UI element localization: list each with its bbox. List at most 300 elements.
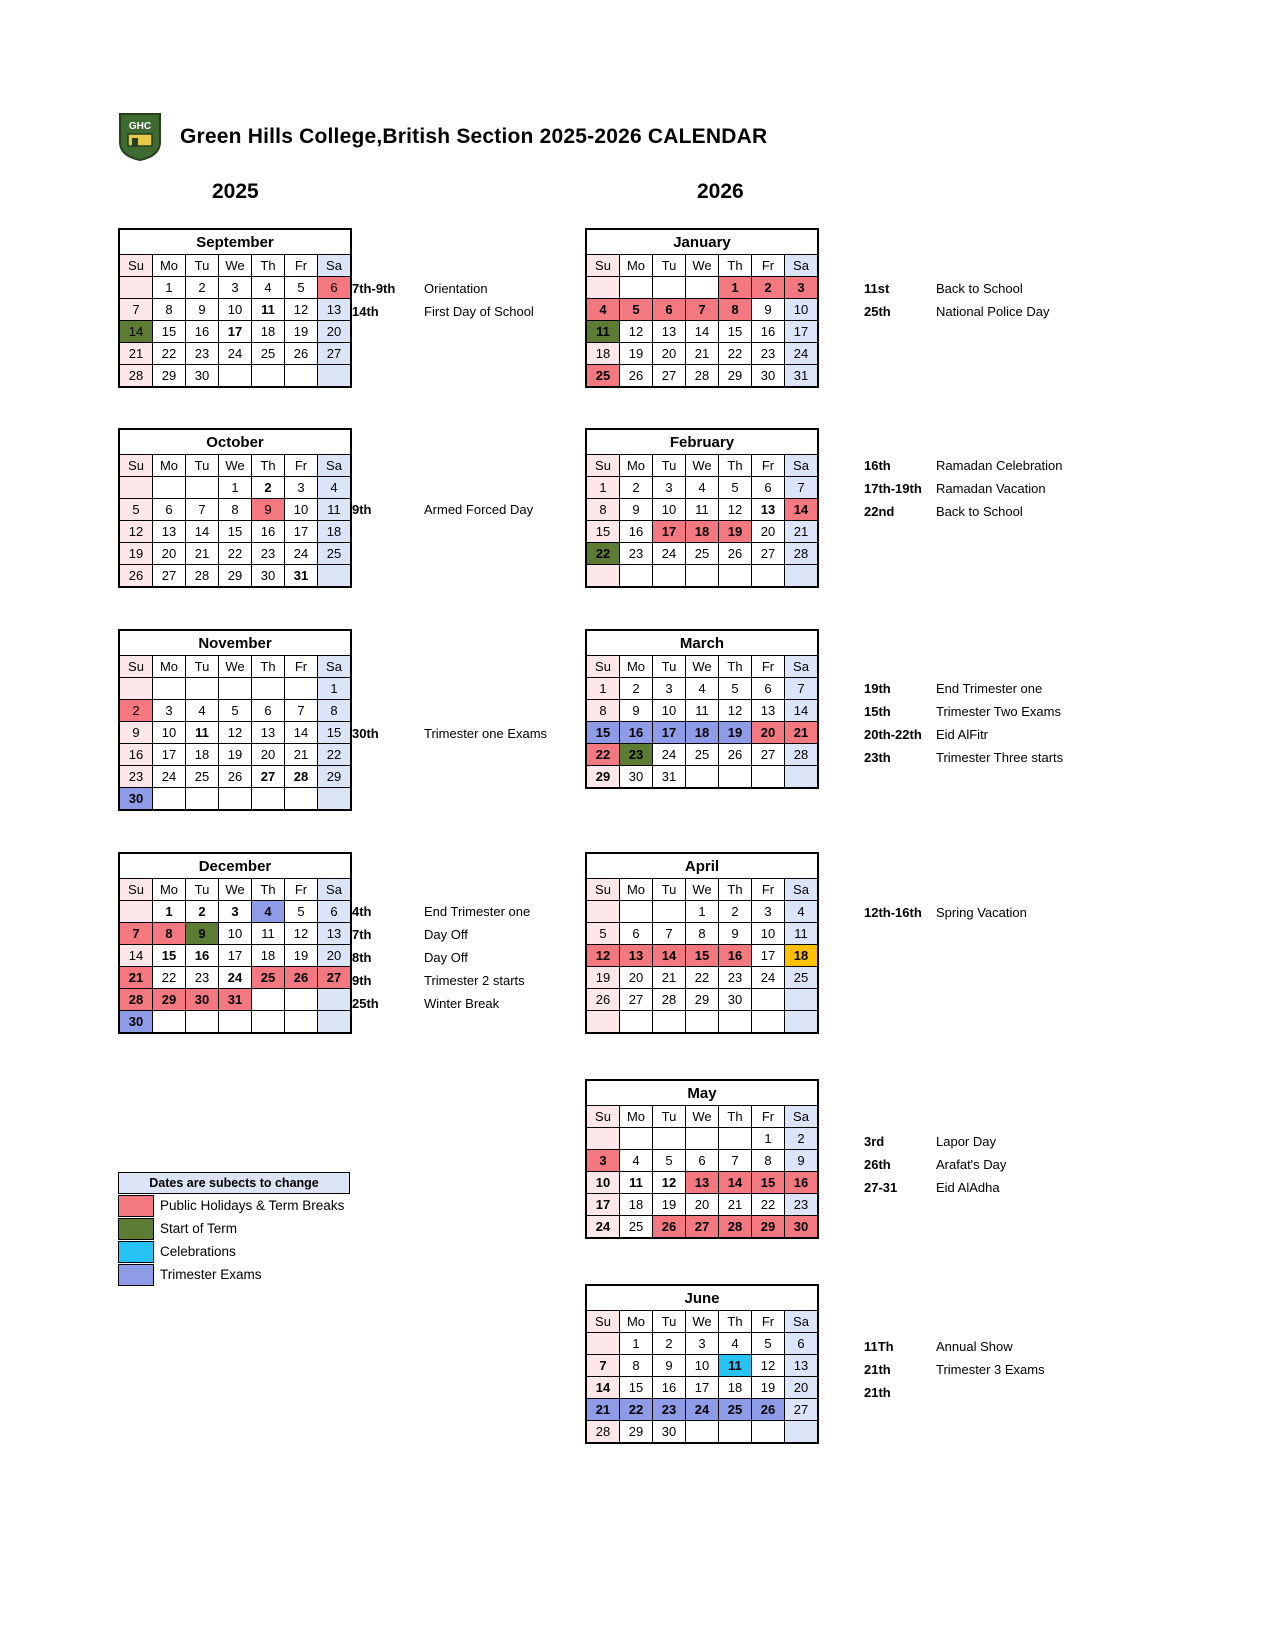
day-cell: 28 (719, 1216, 752, 1238)
dow-header: Fr (752, 1106, 785, 1128)
dow-header: Fr (752, 656, 785, 678)
calendar-table-april (586, 853, 818, 1033)
day-cell: 27 (620, 989, 653, 1011)
day-cell: 28 (285, 766, 318, 788)
day-cell: 6 (318, 277, 351, 299)
day-cell: 22 (318, 744, 351, 766)
note-date: 8th (352, 950, 372, 965)
svg-text:GHC: GHC (128, 121, 152, 132)
month-october (118, 428, 352, 588)
day-cell: 17 (153, 744, 186, 766)
empty-cell (285, 365, 318, 387)
empty-cell (318, 788, 351, 810)
dow-header: We (686, 255, 719, 277)
day-cell: 5 (285, 901, 318, 923)
note-text: Ramadan Celebration (936, 458, 1063, 473)
day-cell: 1 (752, 1128, 785, 1150)
empty-cell (653, 277, 686, 299)
empty-cell (620, 277, 653, 299)
day-cell: 4 (719, 1333, 752, 1355)
day-cell: 14 (285, 722, 318, 744)
month-name: September (120, 230, 351, 255)
day-cell: 19 (219, 744, 252, 766)
day-cell: 18 (686, 722, 719, 744)
day-cell: 22 (219, 543, 252, 565)
week-row (120, 365, 351, 387)
day-cell: 5 (719, 477, 752, 499)
day-cell: 2 (186, 901, 219, 923)
day-cell: 22 (620, 1399, 653, 1421)
note-date: 27-31 (864, 1180, 898, 1195)
day-cell: 20 (318, 945, 351, 967)
note-text: National Police Day (936, 304, 1050, 319)
day-cell: 27 (686, 1216, 719, 1238)
day-cell: 29 (752, 1216, 785, 1238)
note-text: Orientation (424, 281, 488, 296)
note-row (864, 1358, 1045, 1381)
day-cell: 8 (752, 1150, 785, 1172)
month-name: April (587, 854, 818, 879)
month-name: May (587, 1081, 818, 1106)
week-row (120, 521, 351, 543)
day-cell: 18 (318, 521, 351, 543)
dow-header: Mo (153, 879, 186, 901)
empty-cell (186, 477, 219, 499)
day-cell: 18 (587, 343, 620, 365)
legend-label: Trimester Exams (160, 1267, 262, 1282)
month-name: June (587, 1286, 818, 1311)
day-cell: 14 (587, 1377, 620, 1399)
day-cell: 27 (318, 967, 351, 989)
dow-header: Th (252, 255, 285, 277)
day-cell: 11 (620, 1172, 653, 1194)
dow-header: Tu (653, 879, 686, 901)
note-date: 30th (352, 726, 379, 741)
day-cell: 14 (186, 521, 219, 543)
dow-header: Fr (285, 255, 318, 277)
day-cell: 4 (686, 477, 719, 499)
dow-header: Th (719, 879, 752, 901)
day-cell: 2 (620, 477, 653, 499)
day-cell: 26 (719, 744, 752, 766)
empty-cell (620, 1011, 653, 1033)
month-name: March (587, 631, 818, 656)
day-cell: 10 (785, 299, 818, 321)
day-cell: 18 (785, 945, 818, 967)
day-cell: 26 (653, 1216, 686, 1238)
notes-june (864, 1335, 1045, 1404)
note-row (864, 746, 1063, 769)
day-cell: 23 (186, 967, 219, 989)
dow-header: We (686, 455, 719, 477)
week-row (587, 1421, 818, 1443)
empty-cell (785, 1421, 818, 1443)
day-cell: 17 (285, 521, 318, 543)
dow-header: Th (719, 656, 752, 678)
dow-header: Su (587, 879, 620, 901)
week-row (587, 1150, 818, 1172)
month-november (118, 629, 352, 811)
day-cell: 8 (587, 499, 620, 521)
day-cell: 21 (285, 744, 318, 766)
dow-header: Fr (752, 879, 785, 901)
empty-cell (252, 365, 285, 387)
dow-header: Mo (620, 656, 653, 678)
day-cell: 20 (653, 343, 686, 365)
day-cell: 5 (219, 700, 252, 722)
day-cell: 25 (587, 365, 620, 387)
day-cell: 30 (120, 788, 153, 810)
dow-header: We (686, 879, 719, 901)
day-cell: 13 (318, 923, 351, 945)
dow-header: Sa (785, 1106, 818, 1128)
day-cell: 16 (752, 321, 785, 343)
note-row (352, 992, 530, 1015)
dow-header: Su (120, 455, 153, 477)
day-cell: 26 (719, 543, 752, 565)
calendar-table-june (586, 1285, 818, 1443)
note-text: Ramadan Vacation (936, 481, 1046, 496)
week-row (587, 744, 818, 766)
day-cell: 9 (120, 722, 153, 744)
day-cell: 20 (752, 521, 785, 543)
day-cell: 8 (587, 700, 620, 722)
empty-cell (752, 989, 785, 1011)
day-cell: 28 (653, 989, 686, 1011)
notes-march (864, 677, 1063, 769)
day-cell: 14 (719, 1172, 752, 1194)
empty-cell (318, 365, 351, 387)
day-cell: 10 (653, 700, 686, 722)
dow-header: We (686, 1311, 719, 1333)
note-row (864, 1130, 1006, 1153)
note-text: Back to School (936, 504, 1023, 519)
day-cell: 8 (153, 299, 186, 321)
note-date: 23th (864, 750, 891, 765)
day-cell: 23 (719, 967, 752, 989)
empty-cell (252, 678, 285, 700)
week-row (587, 967, 818, 989)
day-cell: 1 (219, 477, 252, 499)
day-cell: 29 (219, 565, 252, 587)
day-cell: 8 (620, 1355, 653, 1377)
week-row (587, 722, 818, 744)
day-cell: 30 (186, 989, 219, 1011)
day-cell: 30 (752, 365, 785, 387)
day-cell: 20 (318, 321, 351, 343)
day-cell: 11 (686, 700, 719, 722)
note-text: Spring Vacation (936, 905, 1027, 920)
legend-swatch (118, 1195, 154, 1217)
day-cell: 31 (653, 766, 686, 788)
empty-cell (752, 1011, 785, 1033)
note-text: End Trimester one (936, 681, 1043, 696)
day-cell: 21 (785, 521, 818, 543)
day-cell: 27 (785, 1399, 818, 1421)
day-cell: 16 (719, 945, 752, 967)
empty-cell (186, 788, 219, 810)
day-cell: 5 (120, 499, 153, 521)
empty-cell (285, 678, 318, 700)
day-cell: 20 (153, 543, 186, 565)
week-row (120, 744, 351, 766)
day-cell: 3 (752, 901, 785, 923)
year-label-2025: 2025 (212, 180, 259, 203)
month-name: February (587, 430, 818, 455)
week-row (587, 343, 818, 365)
day-cell: 27 (153, 565, 186, 587)
dow-header: Su (120, 255, 153, 277)
legend-title: Dates are subects to change (118, 1172, 350, 1194)
note-row (864, 677, 1063, 700)
day-cell: 5 (752, 1333, 785, 1355)
dow-header: Sa (318, 255, 351, 277)
empty-cell (653, 1128, 686, 1150)
week-row (587, 923, 818, 945)
empty-cell (620, 1128, 653, 1150)
note-row (864, 300, 1049, 323)
day-cell: 16 (186, 321, 219, 343)
week-row (587, 477, 818, 499)
note-row (864, 1381, 1045, 1404)
day-cell: 10 (587, 1172, 620, 1194)
note-text: Annual Show (936, 1339, 1013, 1354)
week-row (120, 788, 351, 810)
day-cell: 26 (285, 343, 318, 365)
note-date: 25th (864, 304, 891, 319)
day-cell: 6 (785, 1333, 818, 1355)
day-cell: 30 (252, 565, 285, 587)
notes-january (864, 277, 1049, 323)
note-row (352, 900, 530, 923)
day-cell: 25 (252, 967, 285, 989)
note-row (864, 1176, 1006, 1199)
day-cell: 17 (686, 1377, 719, 1399)
notes-february (864, 454, 1062, 523)
week-row (587, 1333, 818, 1355)
empty-cell (785, 766, 818, 788)
empty-cell (785, 1011, 818, 1033)
dow-header: Su (587, 455, 620, 477)
day-cell: 29 (719, 365, 752, 387)
day-cell: 24 (653, 543, 686, 565)
day-cell: 13 (153, 521, 186, 543)
note-date: 21th (864, 1362, 891, 1377)
day-cell: 28 (785, 543, 818, 565)
day-cell: 9 (186, 299, 219, 321)
day-cell: 17 (219, 321, 252, 343)
note-row (864, 454, 1062, 477)
day-cell: 16 (252, 521, 285, 543)
day-cell: 23 (620, 744, 653, 766)
note-date: 14th (352, 304, 379, 319)
day-cell: 18 (252, 321, 285, 343)
note-row (864, 1153, 1006, 1176)
empty-cell (686, 1011, 719, 1033)
day-cell: 19 (587, 967, 620, 989)
note-date: 11Th (864, 1339, 894, 1354)
day-cell: 24 (785, 343, 818, 365)
dow-header: Su (587, 656, 620, 678)
day-cell: 7 (285, 700, 318, 722)
note-row (352, 277, 534, 300)
day-cell: 12 (620, 321, 653, 343)
empty-cell (785, 989, 818, 1011)
day-cell: 11 (186, 722, 219, 744)
day-cell: 17 (653, 722, 686, 744)
day-cell: 12 (219, 722, 252, 744)
dow-header: Tu (653, 255, 686, 277)
day-cell: 31 (219, 989, 252, 1011)
note-date: 7th-9th (352, 281, 396, 296)
empty-cell (153, 477, 186, 499)
day-cell: 29 (686, 989, 719, 1011)
note-date: 12th-16th (864, 905, 922, 920)
day-cell: 10 (285, 499, 318, 521)
legend-label: Start of Term (160, 1221, 238, 1236)
legend-item (118, 1263, 350, 1286)
empty-cell (719, 766, 752, 788)
legend-item (118, 1217, 350, 1240)
notes-may (864, 1130, 1006, 1199)
day-cell: 28 (686, 365, 719, 387)
empty-cell (686, 277, 719, 299)
dow-header: Mo (620, 879, 653, 901)
day-cell: 23 (653, 1399, 686, 1421)
day-cell: 26 (620, 365, 653, 387)
day-cell: 16 (620, 722, 653, 744)
day-cell: 9 (620, 499, 653, 521)
empty-cell (587, 901, 620, 923)
day-cell: 15 (719, 321, 752, 343)
day-cell: 2 (252, 477, 285, 499)
empty-cell (285, 1011, 318, 1033)
empty-cell (318, 989, 351, 1011)
day-cell: 22 (153, 967, 186, 989)
day-cell: 18 (252, 945, 285, 967)
dow-header: Su (587, 255, 620, 277)
school-logo-icon (118, 112, 162, 162)
note-date: 15th (864, 704, 891, 719)
day-cell: 12 (752, 1355, 785, 1377)
dow-header: We (219, 455, 252, 477)
week-row (120, 989, 351, 1011)
week-row (587, 678, 818, 700)
day-cell: 28 (186, 565, 219, 587)
legend-swatch (118, 1241, 154, 1263)
note-date: 26th (864, 1157, 891, 1172)
day-cell: 24 (653, 744, 686, 766)
day-cell: 9 (719, 923, 752, 945)
day-cell: 11 (252, 299, 285, 321)
week-row (120, 678, 351, 700)
week-row (120, 901, 351, 923)
day-cell: 2 (785, 1128, 818, 1150)
dow-header: Sa (785, 455, 818, 477)
note-date: 7th (352, 927, 372, 942)
dow-header: Su (120, 879, 153, 901)
day-cell: 8 (719, 299, 752, 321)
day-cell: 7 (186, 499, 219, 521)
notes-september (352, 277, 534, 323)
empty-cell (587, 1011, 620, 1033)
week-row (587, 543, 818, 565)
day-cell: 10 (219, 299, 252, 321)
day-cell: 2 (120, 700, 153, 722)
day-cell: 15 (219, 521, 252, 543)
day-cell: 30 (653, 1421, 686, 1443)
empty-cell (219, 365, 252, 387)
day-cell: 29 (153, 365, 186, 387)
empty-cell (186, 678, 219, 700)
week-row (587, 1377, 818, 1399)
day-cell: 30 (620, 766, 653, 788)
day-cell: 11 (785, 923, 818, 945)
day-cell: 20 (686, 1194, 719, 1216)
empty-cell (318, 565, 351, 587)
dow-header: Th (719, 255, 752, 277)
day-cell: 26 (752, 1399, 785, 1421)
dow-header: Mo (620, 1311, 653, 1333)
day-cell: 26 (219, 766, 252, 788)
empty-cell (686, 766, 719, 788)
dow-header: Fr (285, 455, 318, 477)
day-cell: 13 (620, 945, 653, 967)
empty-cell (785, 565, 818, 587)
note-text: Day Off (424, 927, 468, 942)
note-date: 21th (864, 1385, 891, 1400)
calendar-table-march (586, 630, 818, 788)
day-cell: 22 (752, 1194, 785, 1216)
day-cell: 6 (252, 700, 285, 722)
month-january (585, 228, 819, 388)
dow-header: Fr (752, 1311, 785, 1333)
day-cell: 12 (719, 700, 752, 722)
note-row (864, 1335, 1045, 1358)
empty-cell (719, 1011, 752, 1033)
day-cell: 19 (752, 1377, 785, 1399)
empty-cell (219, 788, 252, 810)
note-text: End Trimester one (424, 904, 531, 919)
day-cell: 16 (186, 945, 219, 967)
month-name: December (120, 854, 351, 879)
day-cell: 6 (686, 1150, 719, 1172)
day-cell: 21 (785, 722, 818, 744)
day-cell: 5 (719, 678, 752, 700)
day-cell: 12 (120, 521, 153, 543)
day-cell: 9 (620, 700, 653, 722)
day-cell: 2 (186, 277, 219, 299)
day-cell: 6 (653, 299, 686, 321)
day-cell: 13 (752, 499, 785, 521)
day-cell: 18 (719, 1377, 752, 1399)
day-cell: 28 (120, 989, 153, 1011)
day-cell: 9 (653, 1355, 686, 1377)
day-cell: 3 (285, 477, 318, 499)
notes-december (352, 900, 530, 1015)
dow-header: Su (587, 1106, 620, 1128)
notes-april (864, 901, 1027, 924)
note-text: Arafat's Day (936, 1157, 1007, 1172)
dow-header: Mo (620, 455, 653, 477)
day-cell: 10 (153, 722, 186, 744)
dow-header: Mo (620, 1106, 653, 1128)
month-name: October (120, 430, 351, 455)
dow-header: Mo (153, 656, 186, 678)
note-date: 4th (352, 904, 372, 919)
day-cell: 2 (653, 1333, 686, 1355)
day-cell: 15 (153, 945, 186, 967)
